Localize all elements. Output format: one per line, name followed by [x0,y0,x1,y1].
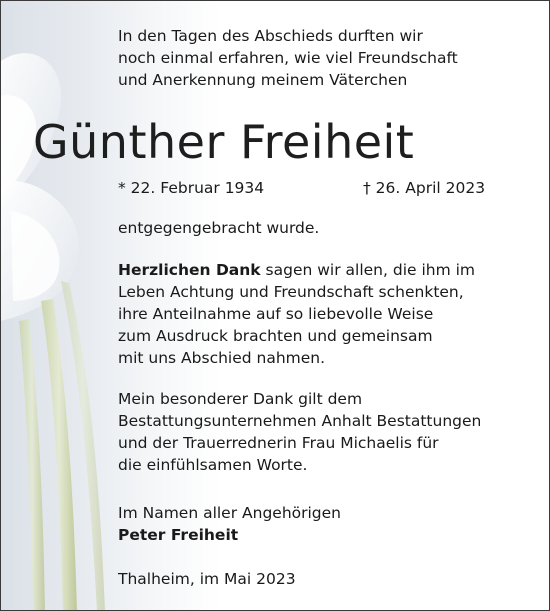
signature-name: Peter Freiheit [118,526,239,544]
thanks-line: zum Ausdruck brachten und gemeinsam [118,327,433,345]
intro-line: noch einmal erfahren, wie viel Freundschaft [118,49,458,67]
thanks-line: Leben Achtung und Freundschaft schenkten, [118,283,464,301]
place-date: Thalheim, im Mai 2023 [118,570,296,588]
thanks-line: sagen wir allen, die ihm im [260,261,476,279]
intro-line: In den Tagen des Abschieds durften wir [118,27,423,45]
special-thanks-line: Mein besonderer Dank gilt dem [118,390,363,408]
deceased-name: Günther Freiheit [33,115,415,169]
thanks-line: mit uns Abschied nahmen. [118,349,326,367]
special-thanks-line: und der Trauerrednerin Frau Michaelis für [118,434,439,452]
birth-date: * 22. Februar 1934 [118,179,265,197]
special-thanks-paragraph [118,388,481,476]
intro-text [118,25,458,91]
intro-line: und Anerkennung meinem Väterchen [118,71,408,89]
special-thanks-line: die einfühlsamen Worte. [118,456,308,474]
thanks-lead: Herzlichen Dank [118,261,261,279]
thanks-paragraph [118,259,475,369]
signature-block [118,502,341,546]
after-name-text: entgegengebracht wurde. [118,219,320,237]
calla-lily-illustration [1,1,131,611]
death-date: † 26. April 2023 [363,179,486,197]
signature-line: Im Namen aller Angehörigen [118,504,342,522]
thanks-line: ihre Anteilnahme auf so liebevolle Weise [118,305,434,323]
special-thanks-line: Bestattungsunternehmen Anhalt Bestattungen [118,412,482,430]
